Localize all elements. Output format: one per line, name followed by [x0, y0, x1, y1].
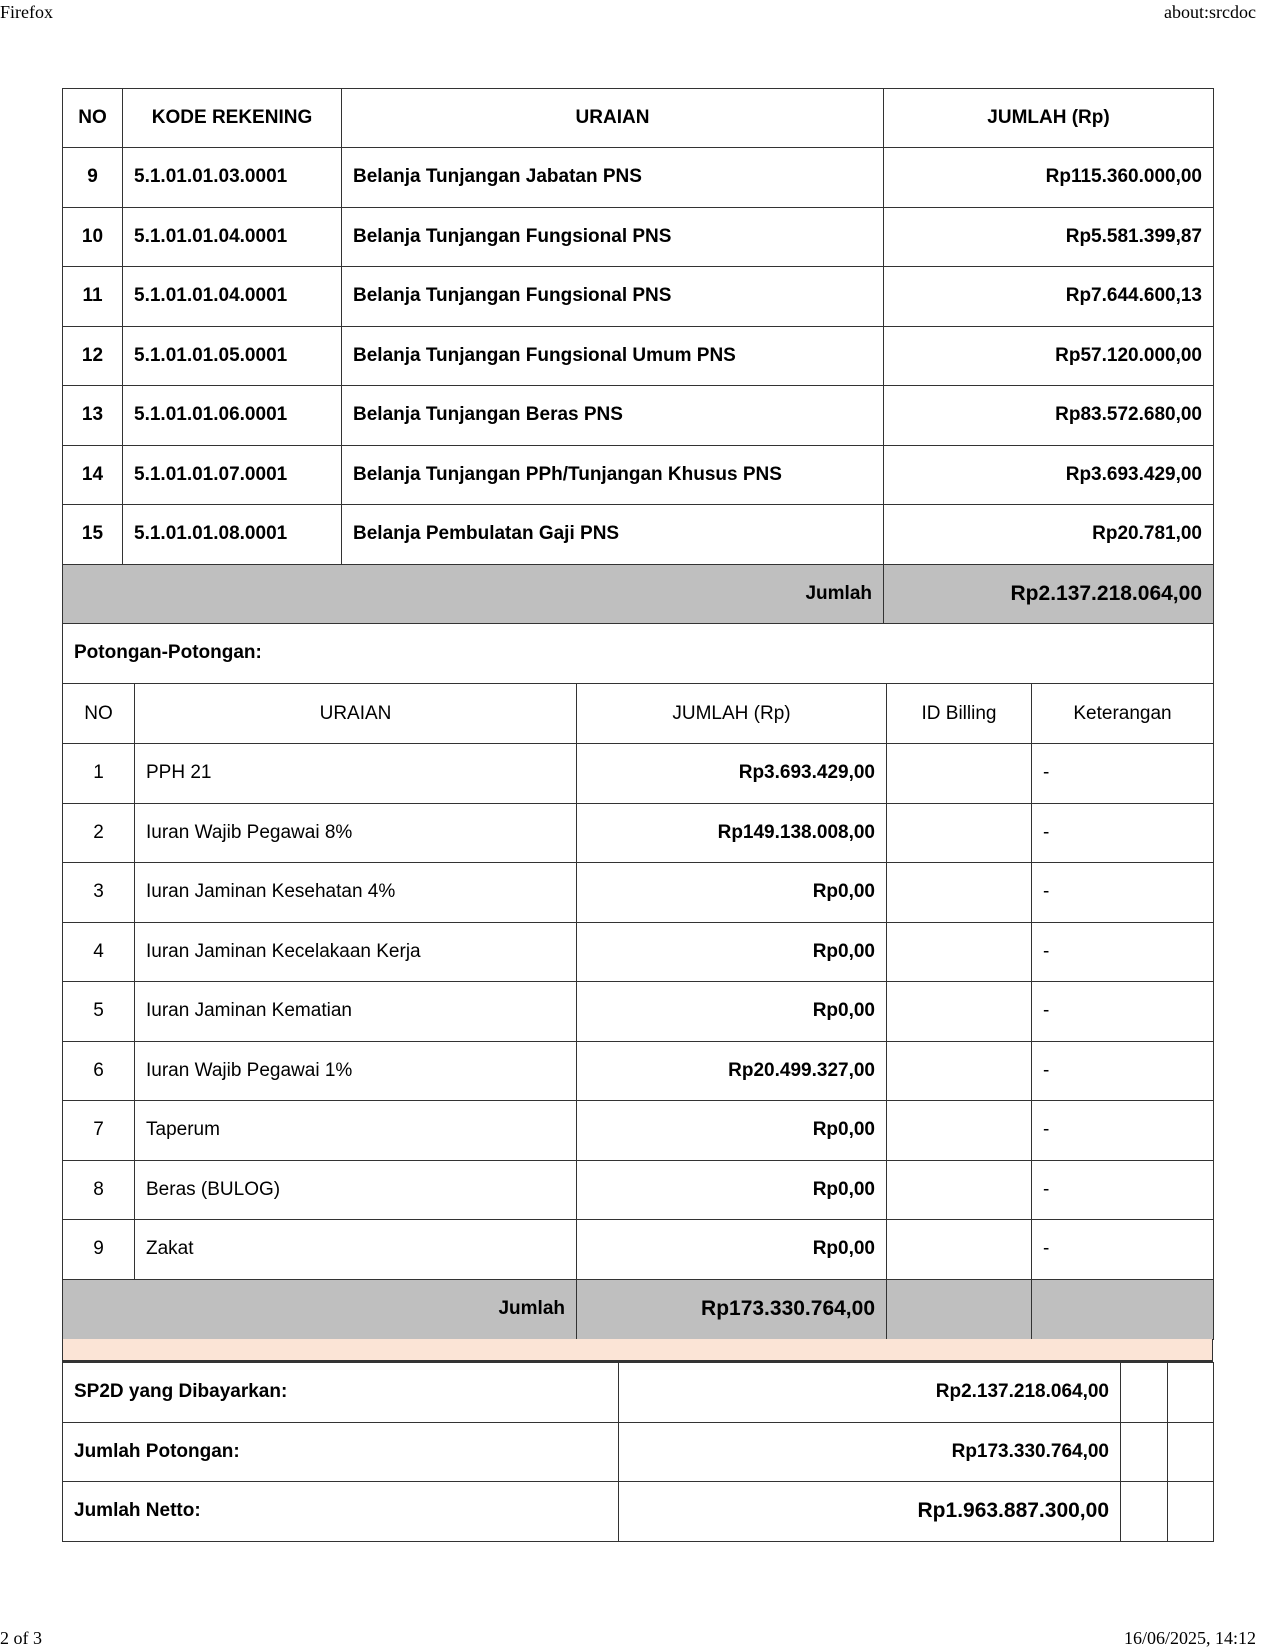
table-row [63, 1220, 1214, 1280]
row-jumlah: Rp57.120.000,00 [884, 326, 1214, 386]
deductions-total-value: Rp173.330.764,00 [577, 1279, 887, 1339]
row-keterangan: - [1032, 744, 1214, 804]
row-keterangan: - [1032, 803, 1214, 863]
row-no: 1 [63, 744, 135, 804]
row-jumlah: Rp0,00 [577, 922, 887, 982]
row-keterangan: - [1032, 1101, 1214, 1161]
row-uraian: Iuran Wajib Pegawai 8% [135, 803, 577, 863]
summary-label: Jumlah Potongan: [63, 1422, 619, 1482]
row-uraian: Belanja Tunjangan Jabatan PNS [342, 148, 884, 208]
summary-blank-cell [1121, 1363, 1168, 1423]
table-row [63, 267, 1214, 327]
summary-value: Rp2.137.218.064,00 [619, 1363, 1121, 1423]
table-row [63, 1160, 1214, 1220]
table-row [63, 207, 1214, 267]
deductions-total-label: Jumlah [63, 1279, 577, 1339]
row-uraian: Belanja Tunjangan Fungsional Umum PNS [342, 326, 884, 386]
row-no: 7 [63, 1101, 135, 1161]
row-jumlah: Rp0,00 [577, 982, 887, 1042]
total-row [63, 564, 1214, 624]
row-kode: 5.1.01.01.03.0001 [123, 148, 342, 208]
row-uraian: Beras (BULOG) [135, 1160, 577, 1220]
print-footer-page: 2 of 3 [0, 1628, 42, 1648]
row-kode: 5.1.01.01.04.0001 [123, 267, 342, 327]
summary-blank-cell [1168, 1422, 1214, 1482]
section-separator [62, 1339, 1213, 1362]
row-no: 3 [63, 863, 135, 923]
row-jumlah: Rp0,00 [577, 1160, 887, 1220]
table-row [63, 148, 1214, 208]
table-row [63, 1041, 1214, 1101]
table-row [63, 386, 1214, 446]
table-row [63, 505, 1214, 565]
row-jumlah: Rp7.644.600,13 [884, 267, 1214, 327]
total-label: Jumlah [63, 564, 884, 624]
table-row [63, 863, 1214, 923]
row-kode: 5.1.01.01.04.0001 [123, 207, 342, 267]
row-keterangan: - [1032, 1041, 1214, 1101]
header-keterangan: Keterangan [1032, 684, 1214, 744]
row-jumlah: Rp20.499.327,00 [577, 1041, 887, 1101]
row-jumlah: Rp0,00 [577, 863, 887, 923]
row-jumlah: Rp5.581.399,87 [884, 207, 1214, 267]
expenditure-table [62, 88, 1214, 684]
summary-blank-cell [1121, 1422, 1168, 1482]
row-no: 13 [63, 386, 123, 446]
summary-label: SP2D yang Dibayarkan: [63, 1363, 619, 1423]
table-row [63, 982, 1214, 1042]
row-no: 9 [63, 1220, 135, 1280]
summary-row-netto [63, 1482, 1214, 1542]
row-uraian: PPH 21 [135, 744, 577, 804]
row-jumlah: Rp83.572.680,00 [884, 386, 1214, 446]
deductions-header-row [63, 684, 1214, 744]
row-uraian: Zakat [135, 1220, 577, 1280]
row-uraian: Iuran Jaminan Kesehatan 4% [135, 863, 577, 923]
deductions-table [62, 683, 1214, 1340]
row-no: 15 [63, 505, 123, 565]
row-id-billing [887, 982, 1032, 1042]
deductions-title: Potongan-Potongan: [63, 624, 1214, 684]
summary-row-sp2d [63, 1363, 1214, 1423]
deductions-total-row [63, 1279, 1214, 1339]
row-uraian: Taperum [135, 1101, 577, 1161]
row-no: 14 [63, 445, 123, 505]
row-keterangan: - [1032, 982, 1214, 1042]
row-jumlah: Rp3.693.429,00 [884, 445, 1214, 505]
row-jumlah: Rp149.138.008,00 [577, 803, 887, 863]
summary-label: Jumlah Netto: [63, 1482, 619, 1542]
row-id-billing [887, 863, 1032, 923]
header-jumlah: JUMLAH (Rp) [884, 89, 1214, 148]
header-no: NO [63, 89, 123, 148]
summary-blank-cell [1121, 1482, 1168, 1542]
row-kode: 5.1.01.01.05.0001 [123, 326, 342, 386]
table-row [63, 326, 1214, 386]
header-kode-rekening: KODE REKENING [123, 89, 342, 148]
row-keterangan: - [1032, 1160, 1214, 1220]
row-jumlah: Rp115.360.000,00 [884, 148, 1214, 208]
row-jumlah: Rp20.781,00 [884, 505, 1214, 565]
row-no: 12 [63, 326, 123, 386]
deductions-title-row [63, 624, 1214, 684]
row-no: 5 [63, 982, 135, 1042]
row-no: 11 [63, 267, 123, 327]
summary-row-potongan [63, 1422, 1214, 1482]
table-row [63, 445, 1214, 505]
row-uraian: Belanja Tunjangan Fungsional PNS [342, 267, 884, 327]
row-uraian: Iuran Jaminan Kematian [135, 982, 577, 1042]
deductions-total-keterangan [1032, 1279, 1214, 1339]
total-value: Rp2.137.218.064,00 [884, 564, 1214, 624]
header-jumlah: JUMLAH (Rp) [577, 684, 887, 744]
row-kode: 5.1.01.01.08.0001 [123, 505, 342, 565]
row-uraian: Belanja Pembulatan Gaji PNS [342, 505, 884, 565]
row-kode: 5.1.01.01.07.0001 [123, 445, 342, 505]
row-no: 4 [63, 922, 135, 982]
summary-value: Rp173.330.764,00 [619, 1422, 1121, 1482]
row-uraian: Belanja Tunjangan PPh/Tunjangan Khusus PNS [342, 445, 884, 505]
row-no: 10 [63, 207, 123, 267]
table-row [63, 803, 1214, 863]
table-header-row [63, 89, 1214, 148]
table-row [63, 922, 1214, 982]
row-id-billing [887, 803, 1032, 863]
summary-blank-cell [1168, 1363, 1214, 1423]
row-keterangan: - [1032, 863, 1214, 923]
row-jumlah: Rp3.693.429,00 [577, 744, 887, 804]
row-id-billing [887, 744, 1032, 804]
row-id-billing [887, 1220, 1032, 1280]
row-id-billing [887, 1160, 1032, 1220]
row-id-billing [887, 922, 1032, 982]
row-no: 9 [63, 148, 123, 208]
print-header-app: Firefox [0, 2, 53, 22]
header-no: NO [63, 684, 135, 744]
summary-table [62, 1362, 1214, 1542]
print-header-url: about:srcdoc [1164, 2, 1256, 22]
row-id-billing [887, 1101, 1032, 1161]
row-uraian: Iuran Jaminan Kecelakaan Kerja [135, 922, 577, 982]
print-footer-datetime: 16/06/2025, 14:12 [1123, 1628, 1256, 1648]
row-jumlah: Rp0,00 [577, 1101, 887, 1161]
row-keterangan: - [1032, 1220, 1214, 1280]
table-row [63, 744, 1214, 804]
header-id-billing: ID Billing [887, 684, 1032, 744]
summary-value: Rp1.963.887.300,00 [619, 1482, 1121, 1542]
header-uraian: URAIAN [342, 89, 884, 148]
row-no: 2 [63, 803, 135, 863]
row-uraian: Belanja Tunjangan Beras PNS [342, 386, 884, 446]
summary-blank-cell [1168, 1482, 1214, 1542]
row-no: 6 [63, 1041, 135, 1101]
header-uraian: URAIAN [135, 684, 577, 744]
row-uraian: Iuran Wajib Pegawai 1% [135, 1041, 577, 1101]
table-row [63, 1101, 1214, 1161]
row-keterangan: - [1032, 922, 1214, 982]
row-kode: 5.1.01.01.06.0001 [123, 386, 342, 446]
row-id-billing [887, 1041, 1032, 1101]
row-jumlah: Rp0,00 [577, 1220, 887, 1280]
deductions-total-id-billing [887, 1279, 1032, 1339]
row-uraian: Belanja Tunjangan Fungsional PNS [342, 207, 884, 267]
row-no: 8 [63, 1160, 135, 1220]
